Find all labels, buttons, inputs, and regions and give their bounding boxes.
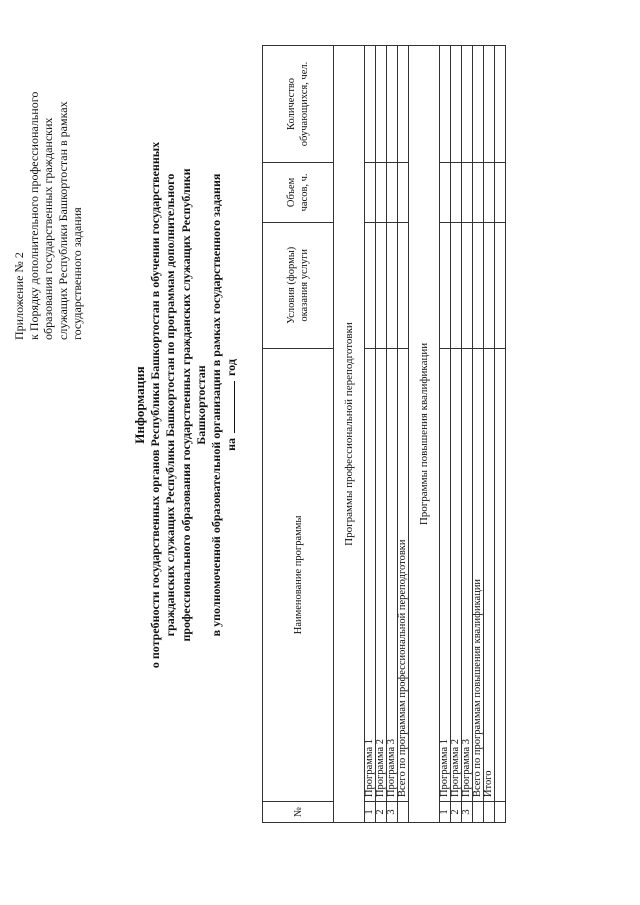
appendix-line: образования государственных гражданских <box>41 117 55 340</box>
year-blank-field[interactable] <box>224 381 235 433</box>
title-line: профессионального образования государственных гражданских служащих Республики Башкортостан <box>178 168 208 642</box>
row-name: Программа 3 <box>462 348 473 801</box>
needs-table <box>262 45 506 823</box>
title-line: о потребности государственных органов Республики Башкортостан в обучении государственных <box>148 141 163 669</box>
appendix-line: Приложение № 2 <box>12 252 26 340</box>
empty-cell[interactable] <box>495 162 506 222</box>
row-num: 3 <box>387 802 398 823</box>
row-num: 2 <box>376 802 387 823</box>
section-heading-row <box>409 46 440 823</box>
row-hours-cell[interactable] <box>451 162 462 222</box>
row-num: 1 <box>440 802 451 823</box>
table-row-empty <box>495 46 506 823</box>
row-hours-cell[interactable] <box>473 162 484 222</box>
row-conditions-cell[interactable] <box>387 222 398 348</box>
row-conditions-cell[interactable] <box>473 222 484 348</box>
row-hours-cell[interactable] <box>376 162 387 222</box>
year-prefix: на <box>224 437 239 451</box>
row-num-empty <box>473 802 484 823</box>
table-row <box>376 46 387 823</box>
row-grand-total-label: Итого <box>484 348 495 801</box>
title-heading: Информация <box>132 366 147 444</box>
row-count-cell[interactable] <box>398 46 409 163</box>
row-count-cell[interactable] <box>387 46 398 163</box>
row-num: 3 <box>462 802 473 823</box>
row-num: 2 <box>451 802 462 823</box>
document-title <box>132 135 239 675</box>
table-row <box>473 46 484 823</box>
row-hours-cell[interactable] <box>398 162 409 222</box>
title-line: в уполномоченной образовательной организации в рамках государственного задания <box>209 173 224 637</box>
row-num-empty <box>484 802 495 823</box>
row-count-cell[interactable] <box>462 46 473 163</box>
row-hours-cell[interactable] <box>365 162 376 222</box>
table-row <box>484 46 495 823</box>
table-row <box>387 46 398 823</box>
row-count-cell[interactable] <box>451 46 462 163</box>
table-row <box>440 46 451 823</box>
header-conditions: Условия (формы) оказания услуги <box>263 222 334 348</box>
header-num: № <box>263 802 334 823</box>
row-name: Программа 1 <box>365 348 376 801</box>
empty-cell[interactable] <box>495 222 506 348</box>
row-conditions-cell[interactable] <box>440 222 451 348</box>
header-count: Количество обучающихся, чел. <box>263 46 334 163</box>
section-title: Программы профессиональной переподготовки <box>334 46 365 823</box>
row-name: Программа 1 <box>440 348 451 801</box>
header-hours: Объем часов, ч. <box>263 162 334 222</box>
table-row <box>462 46 473 823</box>
table-header-row <box>263 46 334 823</box>
row-name: Программа 2 <box>451 348 462 801</box>
row-conditions-cell[interactable] <box>376 222 387 348</box>
empty-cell[interactable] <box>495 348 506 801</box>
row-conditions-cell[interactable] <box>398 222 409 348</box>
row-name: Программа 2 <box>376 348 387 801</box>
table-row <box>365 46 376 823</box>
header-name: Наименование программы <box>263 348 334 801</box>
appendix-note <box>12 40 85 340</box>
row-hours-cell[interactable] <box>484 162 495 222</box>
row-conditions-cell[interactable] <box>451 222 462 348</box>
year-suffix: год <box>224 359 239 376</box>
appendix-line: государственного задания <box>70 207 84 340</box>
appendix-line: служащих Республики Башкортостан в рамках <box>55 101 70 340</box>
appendix-line: к Порядку дополнительного профессионального <box>26 91 41 340</box>
year-line <box>224 359 239 451</box>
row-hours-cell[interactable] <box>440 162 451 222</box>
section-title: Программы повышения квалификации <box>409 46 440 823</box>
row-hours-cell[interactable] <box>387 162 398 222</box>
row-count-cell[interactable] <box>473 46 484 163</box>
row-total-label: Всего по программам профессиональной переподготовки <box>398 348 409 801</box>
empty-cell <box>495 802 506 823</box>
title-line: гражданских служащих Республики Башкортостан по программам дополнительного <box>163 173 178 637</box>
empty-cell[interactable] <box>495 46 506 163</box>
row-conditions-cell[interactable] <box>462 222 473 348</box>
table-row <box>398 46 409 823</box>
table-row <box>451 46 462 823</box>
row-conditions-cell[interactable] <box>365 222 376 348</box>
row-count-cell[interactable] <box>484 46 495 163</box>
row-name: Программа 3 <box>387 348 398 801</box>
section-heading-row <box>334 46 365 823</box>
row-total-label: Всего по программам повышения квалификации <box>473 348 484 801</box>
row-hours-cell[interactable] <box>462 162 473 222</box>
row-count-cell[interactable] <box>376 46 387 163</box>
row-num: 1 <box>365 802 376 823</box>
row-count-cell[interactable] <box>365 46 376 163</box>
row-conditions-cell[interactable] <box>484 222 495 348</box>
row-count-cell[interactable] <box>440 46 451 163</box>
row-num-empty <box>398 802 409 823</box>
